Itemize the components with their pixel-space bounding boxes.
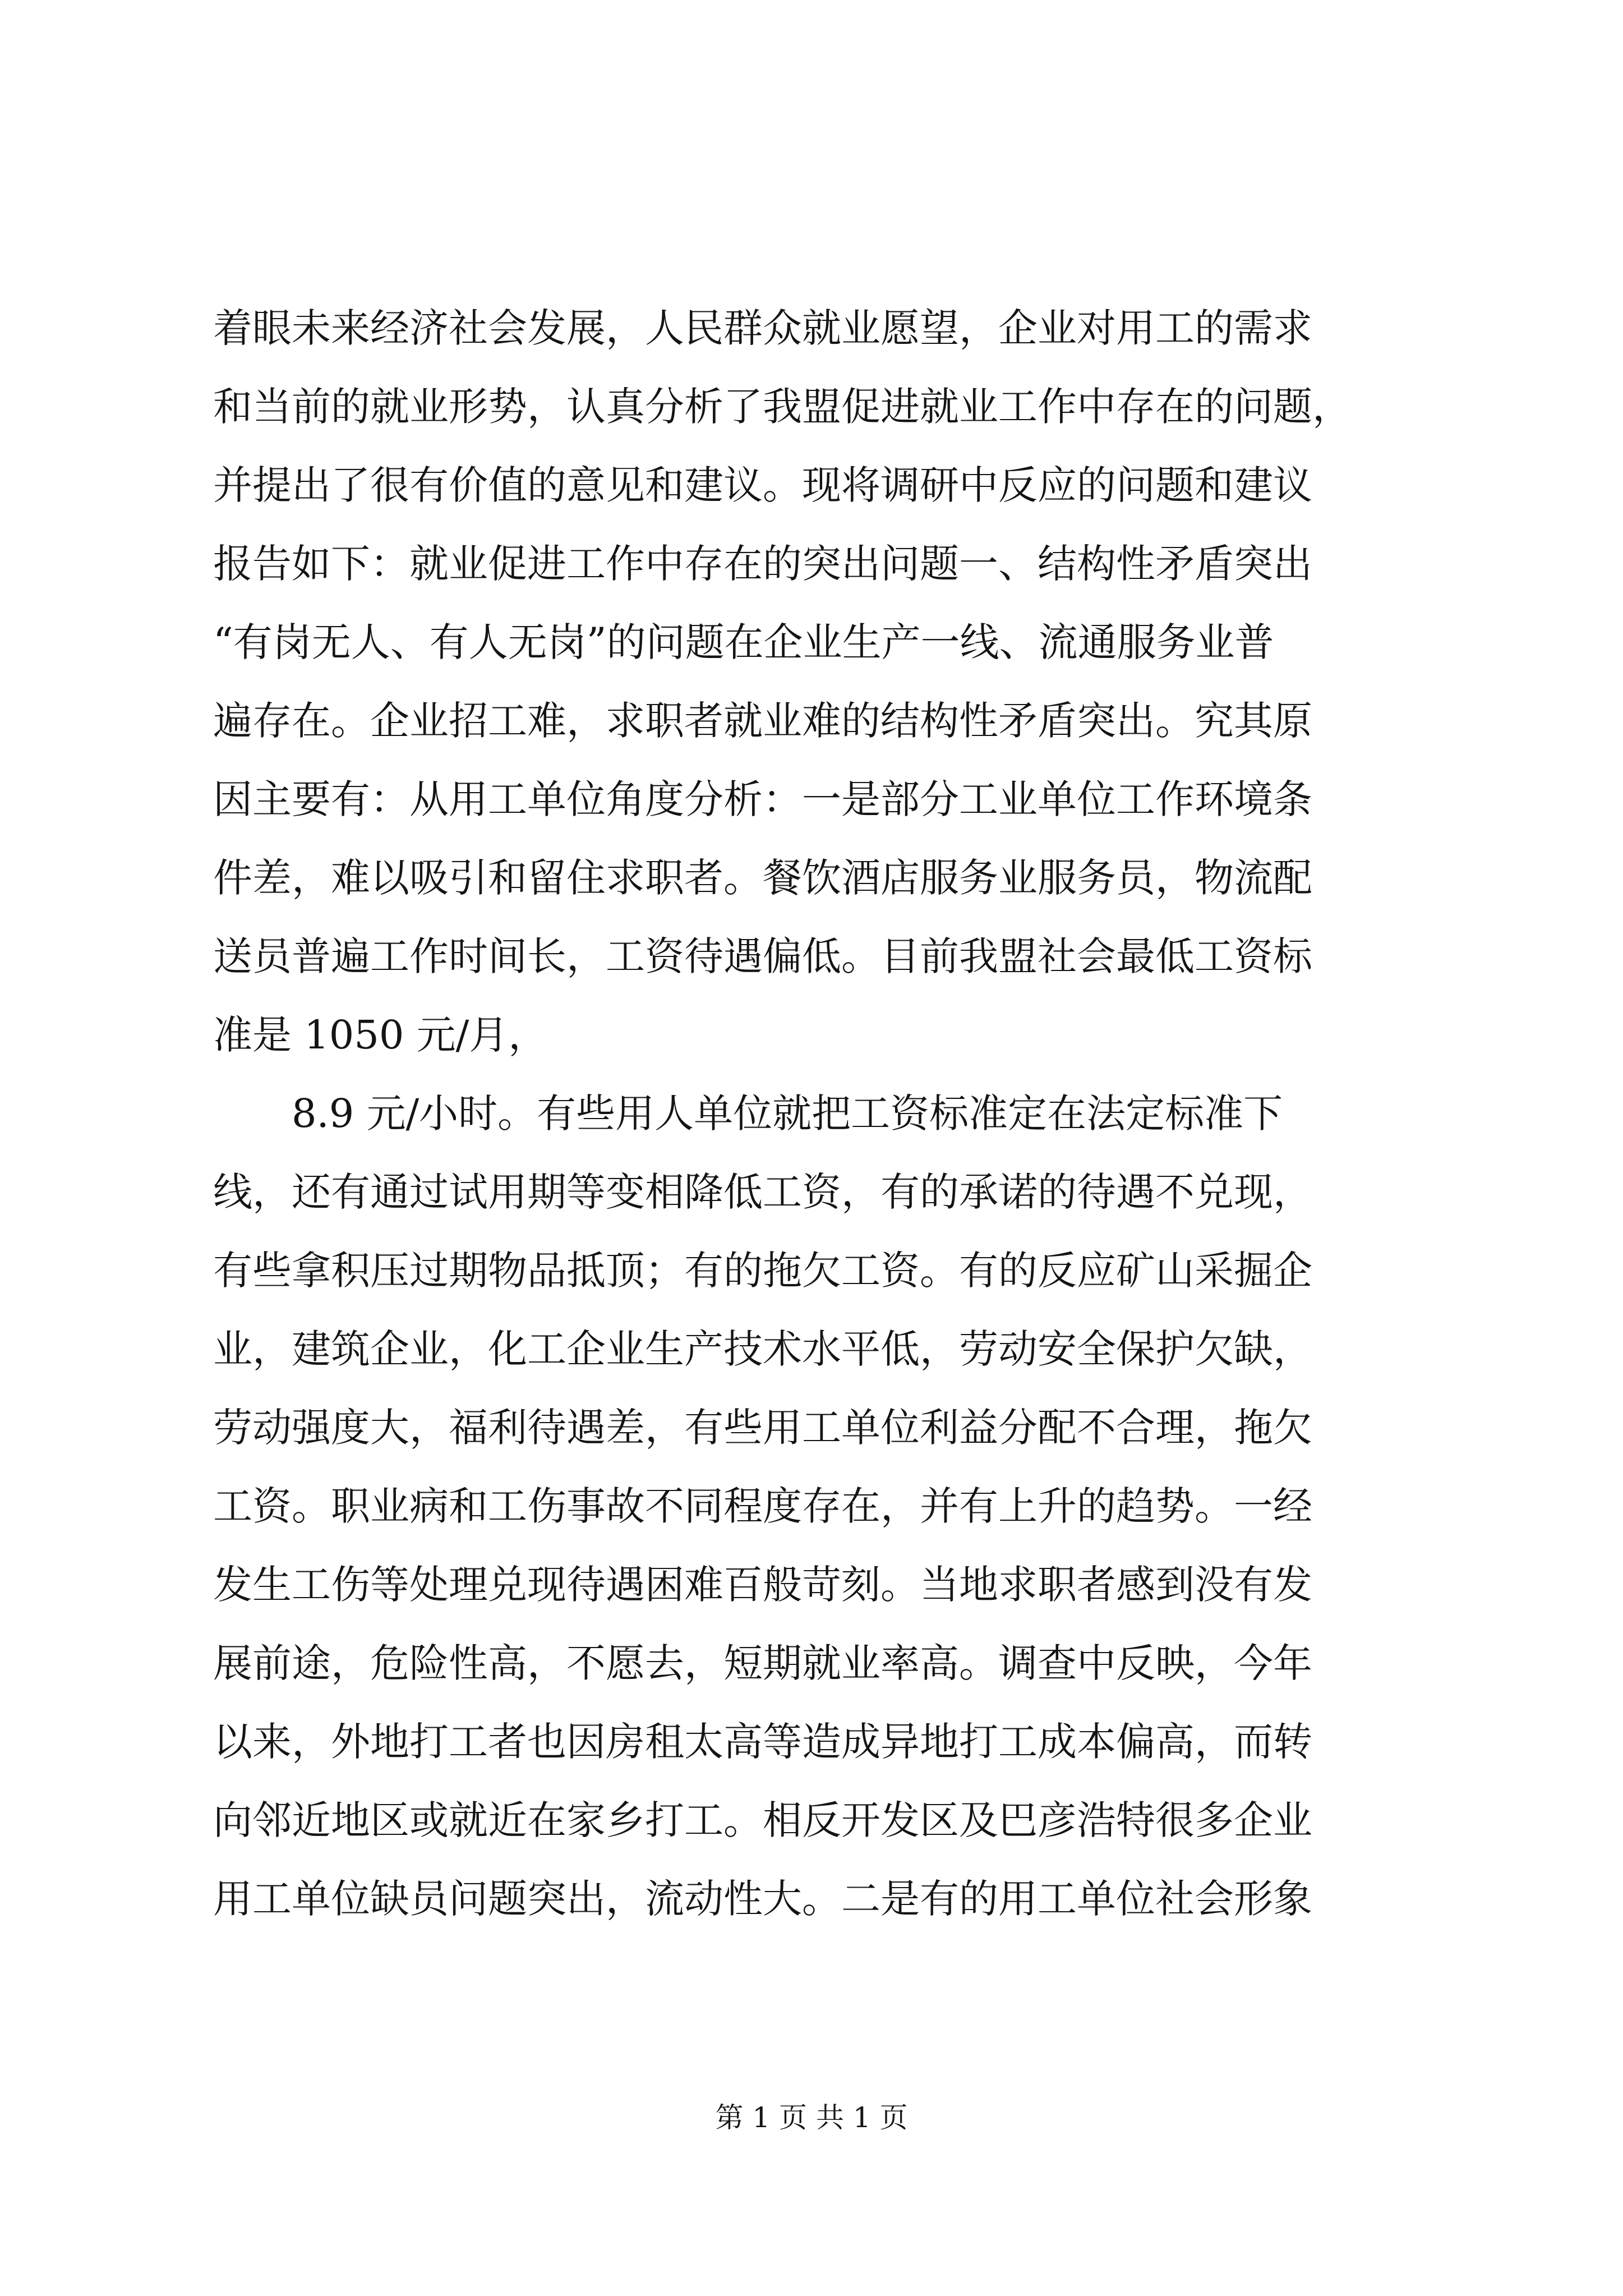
- text-line-17: 发生工伤等处理兑现待遇困难百般苛刻。当地求职者感到没有发: [213, 1562, 1312, 1608]
- text-line-10: 准是 1050 元/月，: [213, 1012, 548, 1058]
- text-line-20: 向邻近地区或就近在家乡打工。相反开发区及巴彦浩特很多企业: [213, 1797, 1312, 1843]
- text-line-1: 着眼未来经济社会发展，人民群众就业愿望，企业对用工的需求: [213, 305, 1312, 351]
- text-line-8: 件差，难以吸引和留住求职者。餐饮酒店服务业服务员，物流配: [213, 855, 1312, 901]
- text-line-12: 线，还有通过试用期等变相降低工资，有的承诺的待遇不兑现，: [213, 1169, 1312, 1215]
- text-line-11: 8.9 元/小时。有些用人单位就把工资标准定在法定标准下: [292, 1091, 1283, 1137]
- text-line-13: 有些拿积压过期物品抵顶；有的拖欠工资。有的反应矿山采掘企: [213, 1248, 1312, 1294]
- text-line-19: 以来，外地打工者也因房租太高等造成异地打工成本偏高，而转: [213, 1719, 1312, 1765]
- text-line-7: 因主要有：从用工单位角度分析：一是部分工业单位工作环境条: [213, 776, 1312, 822]
- text-line-9: 送员普遍工作时间长，工资待遇偏低。目前我盟社会最低工资标: [213, 933, 1312, 979]
- text-line-16: 工资。职业病和工伤事故不同程度存在，并有上升的趋势。一经: [213, 1483, 1312, 1529]
- text-line-15: 劳动强度大，福利待遇差，有些用工单位利益分配不合理，拖欠: [213, 1405, 1312, 1451]
- page-footer: 第 1 页 共 1 页: [715, 2101, 908, 2134]
- text-line-18: 展前途，危险性高，不愿去，短期就业率高。调查中反映，今年: [213, 1640, 1312, 1686]
- text-line-5: “有岗无人、有人无岗”的问题在企业生产一线、流通服务业普: [213, 619, 1274, 665]
- text-line-21: 用工单位缺员问题突出，流动性大。二是有的用工单位社会形象: [213, 1876, 1312, 1922]
- text-line-6: 遍存在。企业招工难，求职者就业难的结构性矛盾突出。究其原: [213, 698, 1312, 744]
- text-line-3: 并提出了很有价值的意见和建议。现将调研中反应的问题和建议: [213, 462, 1312, 508]
- text-line-14: 业，建筑企业，化工企业生产技术水平低，劳动安全保护欠缺，: [213, 1326, 1312, 1372]
- text-line-4: 报告如下：就业促进工作中存在的突出问题一、结构性矛盾突出: [213, 541, 1312, 587]
- text-line-2: 和当前的就业形势，认真分析了我盟促进就业工作中存在的问题，: [213, 384, 1352, 430]
